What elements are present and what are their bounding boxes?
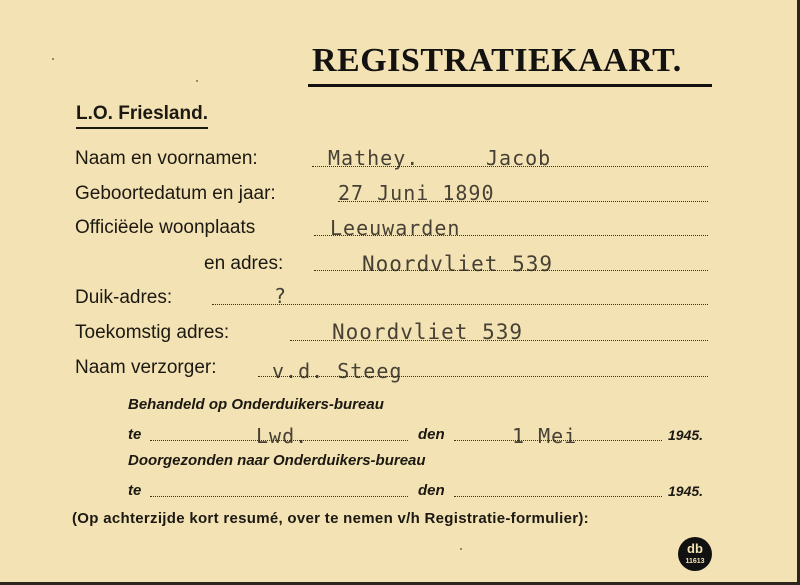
paper-speck <box>196 80 198 82</box>
future-address-label: Toekomstig adres: <box>75 322 230 343</box>
name-value: Mathey. <box>328 146 420 170</box>
residence-value: Leeuwarden <box>330 216 461 240</box>
forwarded-heading: Doorgezonden naar Onderduikers-bureau <box>128 452 426 469</box>
paper-speck <box>52 58 54 60</box>
back-side-note: (Op achterzijde kort resumé, over te nemen v/h Registratie-formulier): <box>72 510 589 527</box>
forwarded-date-dotted-line <box>454 496 662 497</box>
card-title: REGISTRATIEKAART. <box>312 42 682 79</box>
birthdate-value: 27 Juni 1890 <box>338 181 495 205</box>
treated-den-label: den <box>418 426 445 443</box>
address-label: en adres: <box>204 253 284 274</box>
treated-date-value: 1 Mei <box>512 424 578 448</box>
hiding-address-label: Duik-adres: <box>75 287 173 308</box>
printer-mark-number: 11613 <box>685 558 705 565</box>
firstname-value: Jacob <box>486 146 552 170</box>
treated-te-label: te <box>128 426 142 443</box>
caretaker-value: v.d. Steeg <box>272 359 403 383</box>
forwarded-te-label: te <box>128 482 142 499</box>
printer-mark-seal <box>678 537 712 571</box>
treated-year: 1945. <box>668 427 704 443</box>
treated-place-value: Lwd. <box>256 424 309 448</box>
organization-label: L.O. Friesland. <box>76 103 208 129</box>
name-label: Naam en voornamen: <box>75 148 258 169</box>
hiding-address-value: ? <box>274 284 288 308</box>
title-underline <box>308 84 712 87</box>
future-address-value: Noordvliet 539 <box>332 320 524 344</box>
birthdate-label: Geboortedatum en jaar: <box>75 183 276 204</box>
treated-heading: Behandeld op Onderduikers-bureau <box>128 396 384 413</box>
address-value: Noordvliet 539 <box>362 252 554 276</box>
paper-speck <box>460 548 462 550</box>
forwarded-year: 1945. <box>668 483 704 499</box>
caretaker-label: Naam verzorger: <box>75 357 217 378</box>
forwarded-den-label: den <box>418 482 445 499</box>
forwarded-place-dotted-line <box>150 496 408 497</box>
printer-mark-letters: db <box>687 541 703 556</box>
residence-label: Officiëele woonplaats <box>75 217 256 238</box>
